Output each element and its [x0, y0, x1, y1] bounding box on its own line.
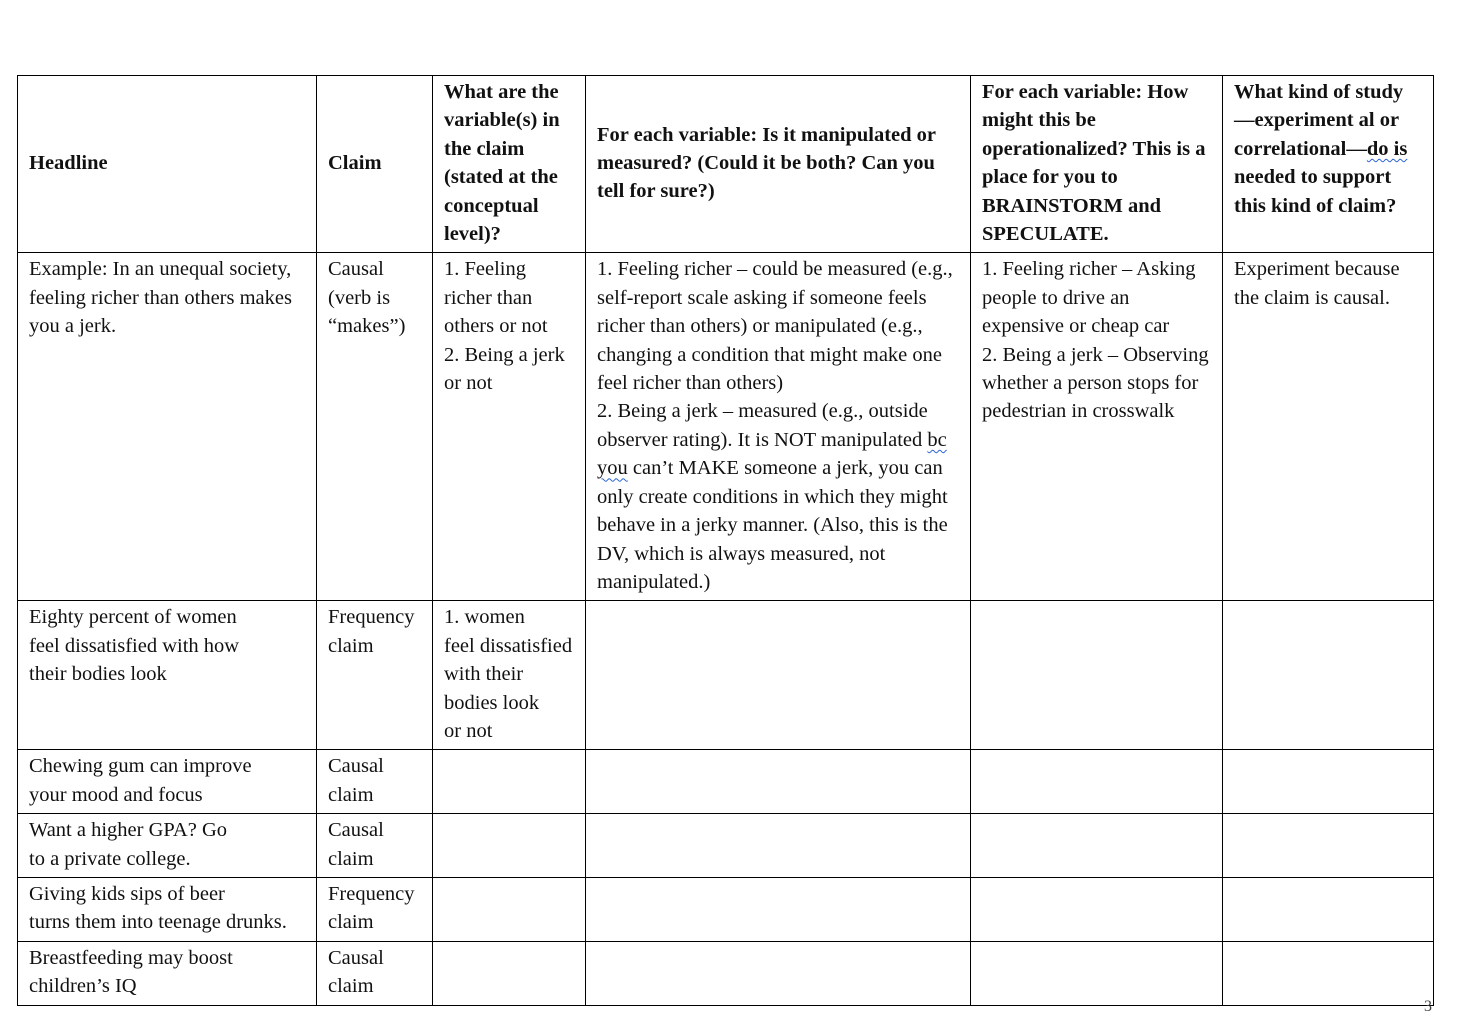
row-claim: Causal claim [317, 941, 433, 1005]
header-study-type-text-3: needed to support this kind of claim? [1234, 166, 1397, 217]
example-operationalized: 1. Feeling richer – Asking people to drive an expensive or cheap car 2. Being a jerk – Observing whether a person stops for pedestrian in crosswalk [971, 253, 1223, 601]
example-manipulated-or-measured [586, 253, 971, 601]
row-operationalized [971, 814, 1223, 878]
row-manipulated-or-measured [586, 814, 971, 878]
header-manipulated-or-measured: For each variable: Is it manipulated or measured? (Could it be both? Can you tell for sure?) [586, 76, 971, 253]
example-row [18, 253, 1434, 601]
page-number: 3 [1424, 998, 1432, 1015]
header-variables: What are the variable(s) in the claim (stated at the conceptual level)? [433, 76, 586, 253]
header-row [18, 76, 1434, 253]
row-operationalized [971, 877, 1223, 941]
row-claim: Frequency claim [317, 877, 433, 941]
example-study-type: Experiment because the claim is causal. [1223, 253, 1434, 601]
header-operationalized: For each variable: How might this be operationalized? This is a place for you to BRAINSTORM and SPECULATE. [971, 76, 1223, 253]
row-claim: Causal claim [317, 750, 433, 814]
claims-table [17, 75, 1434, 1006]
header-headline: Headline [18, 76, 317, 253]
row-study-type [1223, 601, 1434, 750]
example-variables: 1. Feeling richer than others or not 2. Being a jerk or not [433, 253, 586, 601]
header-study-type [1223, 76, 1434, 253]
row-study-type [1223, 750, 1434, 814]
table-row [18, 601, 1434, 750]
row-variables [433, 941, 586, 1005]
row-operationalized [971, 750, 1223, 814]
row-operationalized [971, 601, 1223, 750]
row-headline: Eighty percent of women feel dissatisfied with how their bodies look [18, 601, 317, 750]
row-headline: Breastfeeding may boost children’s IQ [18, 941, 317, 1005]
table-row [18, 814, 1434, 878]
row-study-type [1223, 814, 1434, 878]
example-manipulated-text-1: 1. Feeling richer – could be measured (e.g., self-report scale asking if someone feels richer than others) or manipulated (e.g., changing a condition that might make one feel richer than others) 2. Being a jerk – measured (e.g., outside observer rating). It is NOT manipulated [597, 258, 953, 451]
row-operationalized [971, 941, 1223, 1005]
row-variables [433, 814, 586, 878]
example-manipulated-text-2: can’t MAKE someone a jerk, you can only create conditions in which they might behave in a jerky manner. (Also, this is the DV, which is always measured, not manipulated.) [597, 457, 948, 593]
table-row [18, 877, 1434, 941]
header-study-type-text-2: al or correlational— [1234, 109, 1399, 160]
row-study-type [1223, 941, 1434, 1005]
example-headline: Example: In an unequal society, feeling richer than others makes you a jerk. [18, 253, 317, 601]
row-variables [433, 877, 586, 941]
row-headline: Giving kids sips of beer turns them into teenage drunks. [18, 877, 317, 941]
row-study-type [1223, 877, 1434, 941]
row-headline: Chewing gum can improve your mood and focus [18, 750, 317, 814]
row-headline: Want a higher GPA? Go to a private college. [18, 814, 317, 878]
row-manipulated-or-measured [586, 877, 971, 941]
row-claim: Causal claim [317, 814, 433, 878]
header-study-type-text-1: What kind of study—experiment [1234, 81, 1404, 132]
row-variables [433, 750, 586, 814]
table-row [18, 750, 1434, 814]
table-row [18, 941, 1434, 1005]
row-manipulated-or-measured [586, 750, 971, 814]
spellcheck-mark: bc you [597, 428, 947, 480]
row-manipulated-or-measured [586, 941, 971, 1005]
example-claim: Causal (verb is “makes”) [317, 253, 433, 601]
spellcheck-mark: do is [1366, 137, 1408, 160]
row-manipulated-or-measured [586, 601, 971, 750]
header-claim: Claim [317, 76, 433, 253]
row-variables: 1. women feel dissatisfied with their bodies look or not [433, 601, 586, 750]
row-claim: Frequency claim [317, 601, 433, 750]
